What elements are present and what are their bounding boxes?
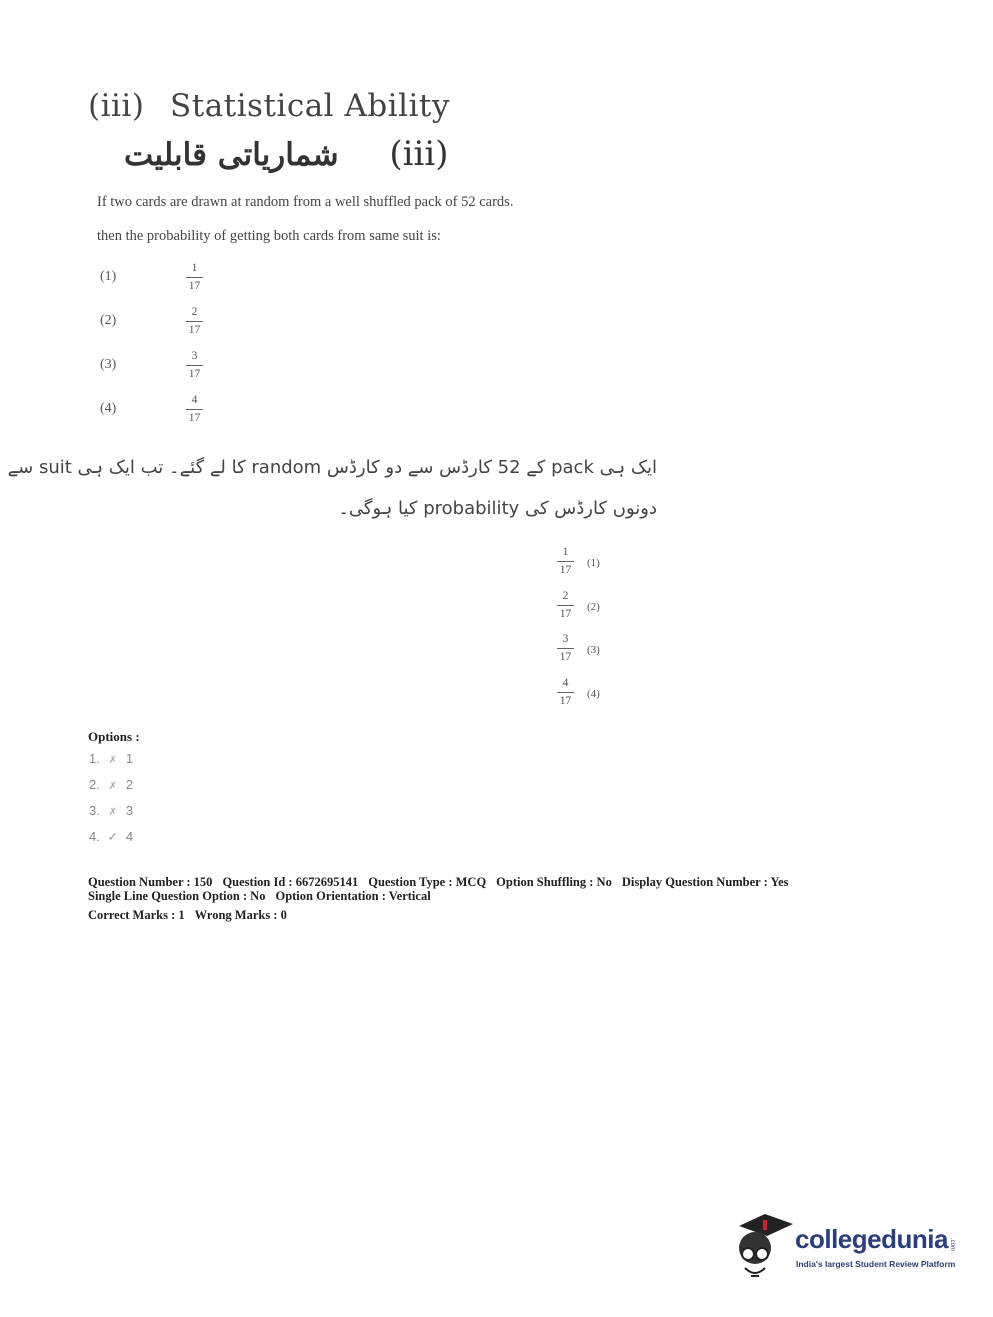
- option-fraction: [186, 306, 203, 336]
- numerator: 3: [191, 350, 198, 362]
- section-title-urdu: شماریاتی قابلیت: [124, 137, 339, 173]
- denominator: 17: [559, 651, 572, 663]
- option-label: (2): [100, 313, 117, 328]
- question-line-1: If two cards are drawn at random from a well shuffled pack of 52 cards.: [97, 194, 514, 210]
- choice-index: 4.: [89, 829, 100, 844]
- option-fraction: [186, 350, 203, 380]
- urdu-option-label: (1): [587, 557, 600, 569]
- option-fraction: [186, 394, 203, 424]
- choice-value: 3: [125, 803, 134, 818]
- question-id: Question Id : 6672695141: [222, 875, 359, 889]
- choice-3: [89, 803, 133, 818]
- question-number: Question Number : 150: [88, 875, 213, 889]
- choice-4: [89, 829, 133, 845]
- collegedunia-mascot-icon: [735, 1212, 795, 1282]
- correct-marks: Correct Marks : 1: [88, 908, 185, 922]
- logo-tagline: India's largest Student Review Platform: [796, 1259, 956, 1269]
- option-shuffling: Option Shuffling : No: [496, 875, 612, 889]
- single-line-option: Single Line Question Option : No: [88, 889, 266, 903]
- choice-value: 2: [125, 777, 134, 792]
- choice-value: 1: [125, 751, 134, 766]
- meta-line-1: [88, 876, 799, 889]
- option-label: (3): [100, 357, 117, 372]
- urdu-option-label: (2): [587, 601, 600, 613]
- denominator: 17: [559, 695, 572, 707]
- meta-line-2: [88, 890, 441, 903]
- numerator: 2: [562, 590, 569, 602]
- denominator: 17: [559, 608, 572, 620]
- numerator: 3: [562, 633, 569, 645]
- denominator: 17: [559, 564, 572, 576]
- urdu-question-line-1: ایک ہی pack کے 52 کارڈس سے دو کارڈس random کا لے گئے۔ تب ایک ہی suit سے: [7, 457, 657, 478]
- urdu-option-fraction: [557, 590, 574, 620]
- section-number-urdu: (iii): [389, 134, 449, 174]
- urdu-option-fraction: [557, 546, 574, 576]
- choice-index: 1.: [89, 751, 100, 766]
- denominator: 17: [188, 412, 201, 424]
- urdu-option-label: (3): [587, 644, 600, 656]
- cross-icon: ✗: [108, 755, 118, 766]
- section-heading: [88, 88, 450, 124]
- numerator: 1: [562, 546, 569, 558]
- option-fraction: [186, 262, 203, 292]
- urdu-question-line-2: دونوں کارڈس کی probability کیا ہوگی۔: [338, 498, 657, 519]
- choice-index: 3.: [89, 803, 100, 818]
- choice-1: [89, 751, 133, 766]
- numerator: 4: [191, 394, 198, 406]
- wrong-marks: Wrong Marks : 0: [194, 908, 287, 922]
- numerator: 2: [191, 306, 198, 318]
- choice-index: 2.: [89, 777, 100, 792]
- cross-icon: ✗: [108, 807, 118, 818]
- urdu-option-fraction: [557, 677, 574, 707]
- choice-value: 4: [125, 829, 134, 844]
- numerator: 4: [562, 677, 569, 689]
- section-title: Statistical Ability: [170, 88, 450, 124]
- urdu-option-label: (4): [587, 688, 600, 700]
- question-type: Question Type : MCQ: [368, 875, 487, 889]
- meta-line-3: [88, 909, 297, 922]
- logo-wordmark: collegedunia: [795, 1224, 948, 1254]
- question-line-2: then the probability of getting both cards from same suit is:: [97, 228, 441, 244]
- numerator: 1: [191, 262, 198, 274]
- cross-icon: ✗: [108, 781, 118, 792]
- check-icon: ✓: [107, 829, 119, 844]
- denominator: 17: [188, 280, 201, 292]
- option-label: (1): [100, 269, 117, 284]
- option-label: (4): [100, 401, 117, 416]
- denominator: 17: [188, 324, 201, 336]
- logo-suffix: .com: [949, 1238, 955, 1252]
- section-number: (iii): [88, 88, 145, 124]
- option-orientation: Option Orientation : Vertical: [275, 889, 431, 903]
- section-heading-urdu: [124, 134, 449, 174]
- options-title: Options :: [88, 729, 140, 744]
- urdu-option-fraction: [557, 633, 574, 663]
- choice-2: [89, 777, 133, 792]
- display-question-number: Display Question Number : Yes: [621, 875, 789, 889]
- denominator: 17: [188, 368, 201, 380]
